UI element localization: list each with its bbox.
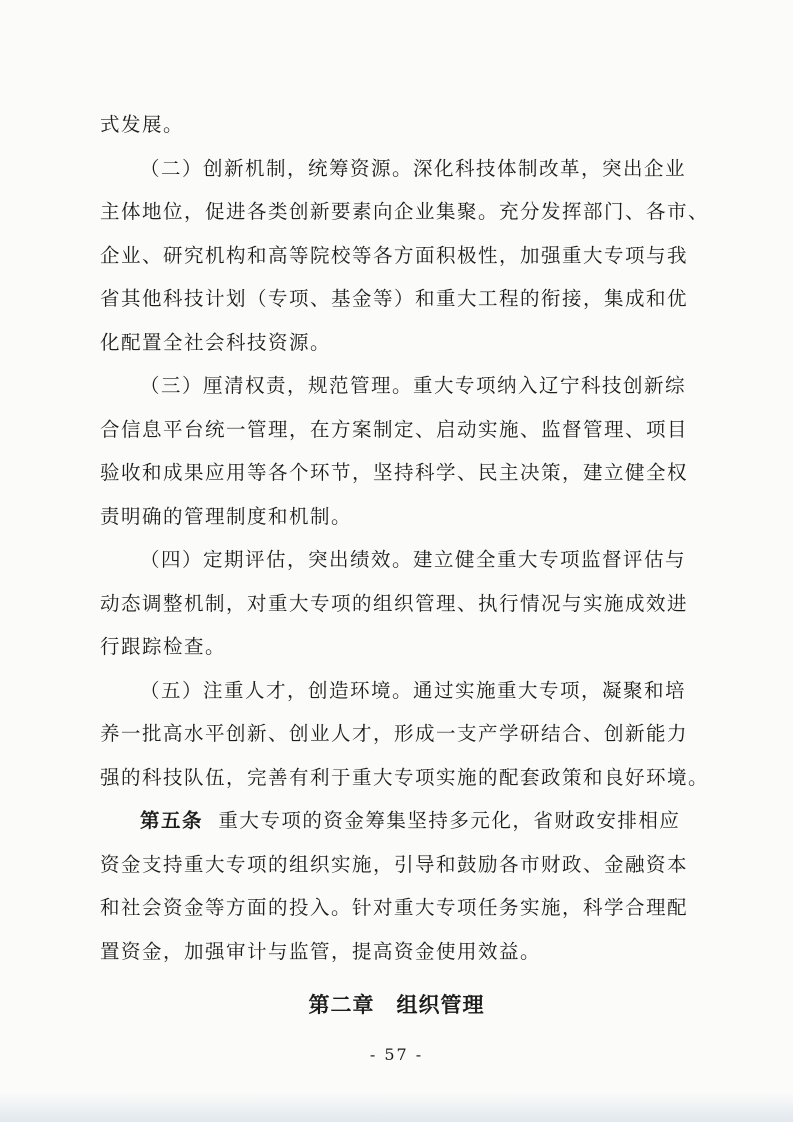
text-line: 合信息平台统一管理，在方案制定、启动实施、监督管理、项目 [100, 417, 689, 441]
text-line: 行跟踪检查。 [100, 635, 227, 658]
body-text [100, 103, 710, 973]
text-line: 养一批高水平创新、创业人才，形成一支产学研结合、创新能力 [100, 722, 689, 745]
text-line: 责明确的管理制度和机制。 [100, 504, 353, 528]
text-line: 资金支持重大专项的组织实施，引导和鼓励各市财政、金融资本 [100, 852, 689, 876]
page-number: - 57 - [369, 1045, 424, 1064]
text-line: 化配置全社会科技资源。 [100, 330, 332, 354]
text-line: 置资金，加强审计与监管，提高资金使用效益。 [100, 939, 542, 963]
text-line: 和社会资金等方面的投入。针对重大专项任务实施，科学合理配 [100, 896, 689, 919]
text-line: 省其他科技计划（专项、基金等）和重大工程的衔接，集成和优 [100, 287, 689, 310]
text-line: 式发展。 [100, 113, 185, 136]
text-line: 企业、研究机构和高等院校等各方面积极性，加强重大专项与我 [100, 243, 689, 267]
scan-edge-band [0, 1092, 793, 1122]
text-line: （五）注重人才，创造环境。通过实施重大专项，凝聚和培 [140, 678, 687, 702]
article-5-text: 重大专项的资金筹集坚持多元化，省财政安排相应 [218, 809, 681, 832]
chapter-number: 第二章 [308, 992, 375, 1017]
article-5-label: 第五条 [140, 809, 204, 832]
text-line: （四）定期评估，突出绩效。建立健全重大专项监督评估与 [140, 548, 687, 571]
article-5-first-line [100, 799, 700, 843]
chapter-heading [0, 989, 793, 1019]
text-line: 强的科技队伍，完善有利于重大专项实施的配套政策和良好环境。 [100, 765, 710, 789]
text-line: （三）厘清权责，规范管理。重大专项纳入辽宁科技创新综 [140, 374, 687, 397]
text-line: 主体地位，促进各类创新要素向企业集聚。充分发挥部门、各市、 [100, 200, 710, 223]
text-line: 动态调整机制，对重大专项的组织管理、执行情况与实施成效进 [100, 591, 689, 615]
text-line: （二）创新机制，统筹资源。深化科技体制改革，突出企业 [140, 156, 687, 180]
chapter-title: 组织管理 [396, 992, 485, 1017]
text-line: 验收和成果应用等各个环节，坚持科学、民主决策，建立健全权 [100, 461, 689, 484]
